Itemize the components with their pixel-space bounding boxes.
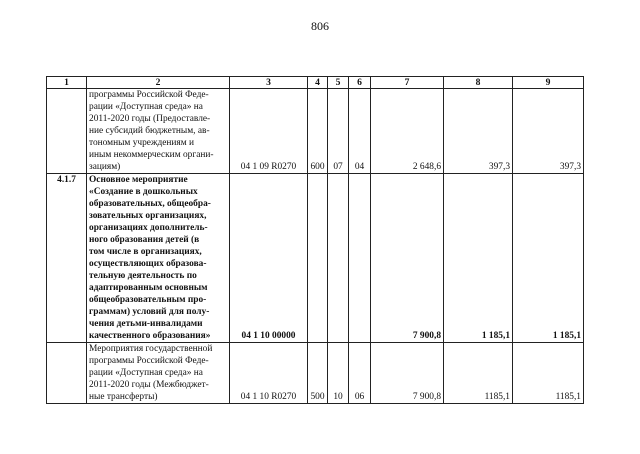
row-description-text: программы Российской Феде- рации «Доступная среда» на 2011-2020 годы (Предоставле- ние субсидий бюджетным, ав- тономным учреждениям и иным некоммерческим органи- зациям) (89, 90, 214, 172)
row-value-7: 7 900,8 (371, 174, 444, 343)
row-col6 (349, 174, 371, 343)
row-description (87, 343, 230, 404)
column-header: 4 (308, 77, 328, 89)
column-header: 2 (87, 77, 230, 89)
table-header-row (47, 77, 584, 89)
row-col6: 06 (349, 343, 371, 404)
column-header: 1 (47, 77, 87, 89)
budget-table (46, 76, 584, 404)
row-value-7: 7 900,8 (371, 343, 444, 404)
table-row (47, 174, 584, 343)
row-id (47, 343, 87, 404)
row-description-text: Основное мероприятие «Создание в дошкольных образовательных, общеобра- зовательных организациях, организациях дополнитель- ного образования детей (в том числе в организациях, осуществляющих образова- тельную деятельность по адаптированным основным общеобразовательным про- граммам) условий для полу- чения детьми-инвалидами качественного образования» (89, 175, 211, 341)
row-description (87, 89, 230, 174)
table-row (47, 89, 584, 174)
column-header: 5 (328, 77, 349, 89)
row-value-8: 1185,1 (444, 343, 513, 404)
row-col4: 500 (308, 343, 328, 404)
row-col4 (308, 174, 328, 343)
row-budget-code: 04 1 09 R0270 (230, 89, 308, 174)
row-value-9: 1 185,1 (513, 174, 584, 343)
column-header: 3 (230, 77, 308, 89)
row-col5: 07 (328, 89, 349, 174)
row-value-8: 397,3 (444, 89, 513, 174)
row-value-7: 2 648,6 (371, 89, 444, 174)
row-value-9: 1185,1 (513, 343, 584, 404)
row-col6: 04 (349, 89, 371, 174)
row-id (47, 89, 87, 174)
column-header: 7 (371, 77, 444, 89)
row-col5: 10 (328, 343, 349, 404)
column-header: 6 (349, 77, 371, 89)
page-number: 806 (311, 19, 329, 33)
row-value-8: 1 185,1 (444, 174, 513, 343)
row-budget-code: 04 1 10 R0270 (230, 343, 308, 404)
table-row (47, 343, 584, 404)
column-header: 9 (513, 77, 584, 89)
row-budget-code: 04 1 10 00000 (230, 174, 308, 343)
row-description-text: Мероприятия государственной программы Российской Феде- рации «Доступная среда» на 2011-2020 годы (Межбюджет- ные трансферты) (89, 344, 213, 402)
row-col5 (328, 174, 349, 343)
row-value-9: 397,3 (513, 89, 584, 174)
row-col4: 600 (308, 89, 328, 174)
row-description (87, 174, 230, 343)
column-header: 8 (444, 77, 513, 89)
row-id: 4.1.7 (47, 174, 87, 343)
